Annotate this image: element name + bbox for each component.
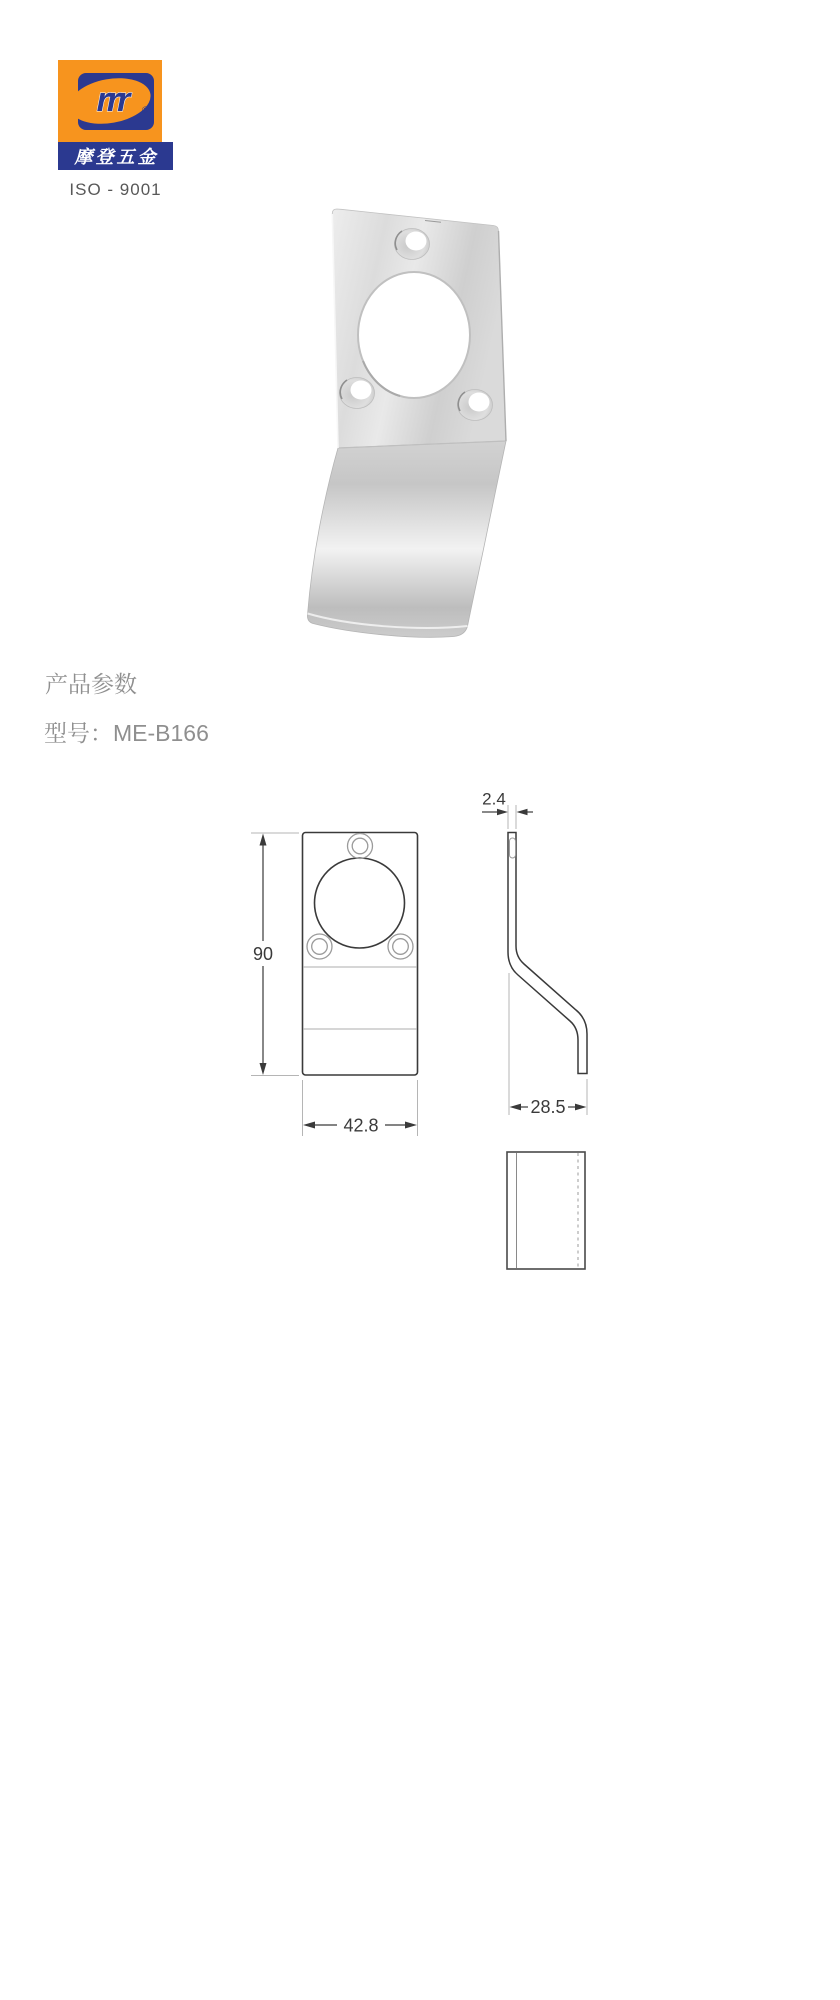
brand-logo-block — [58, 60, 173, 199]
product-photo — [285, 195, 515, 650]
brand-banner-text: 摩登五金 — [74, 147, 159, 167]
screw-hole-left — [340, 378, 375, 409]
dim-thickness-arrow-right-icon — [497, 809, 508, 816]
front-view — [303, 833, 418, 1076]
model-value: ME-B166 — [113, 720, 209, 746]
model-row — [44, 721, 209, 746]
dim-depth-arrow-left-icon — [510, 1104, 522, 1111]
dim-width — [303, 1080, 418, 1136]
technical-drawing — [230, 770, 610, 1280]
registered-mark-icon: ® — [142, 105, 149, 115]
screw-hole-right — [458, 390, 493, 421]
section-title: 产品参数 — [45, 671, 137, 697]
side-profile-outline — [508, 833, 587, 1074]
bottom-view — [507, 1152, 585, 1269]
brand-logo — [58, 60, 162, 142]
dim-width-text: 42.8 — [343, 1115, 379, 1136]
dim-thickness — [482, 790, 533, 830]
brand-banner — [58, 142, 173, 170]
dim-height-arrow-up-icon — [260, 834, 267, 846]
dim-height — [251, 833, 299, 1076]
dim-width-arrow-left-icon — [303, 1122, 315, 1129]
bottom-view-outline — [507, 1152, 585, 1269]
dim-height-text: 90 — [252, 944, 274, 964]
dim-height-arrow-down-icon — [260, 1063, 267, 1075]
model-label: 型号： — [44, 720, 113, 746]
dim-thickness-text: 2.4 — [482, 789, 506, 809]
side-view — [508, 833, 587, 1074]
plate-grip — [307, 441, 506, 637]
logo-mark-text: rrr — [96, 81, 128, 119]
dim-width-arrow-right-icon — [405, 1122, 417, 1129]
dim-thickness-arrow-left-icon — [517, 809, 528, 816]
screw-hole-top — [395, 229, 430, 260]
dim-depth-text: 28.5 — [530, 1097, 566, 1117]
iso-certification-text: ISO - 9001 — [69, 180, 162, 199]
front-cylinder-hole — [315, 858, 405, 948]
dim-depth-arrow-right-icon — [575, 1104, 587, 1111]
